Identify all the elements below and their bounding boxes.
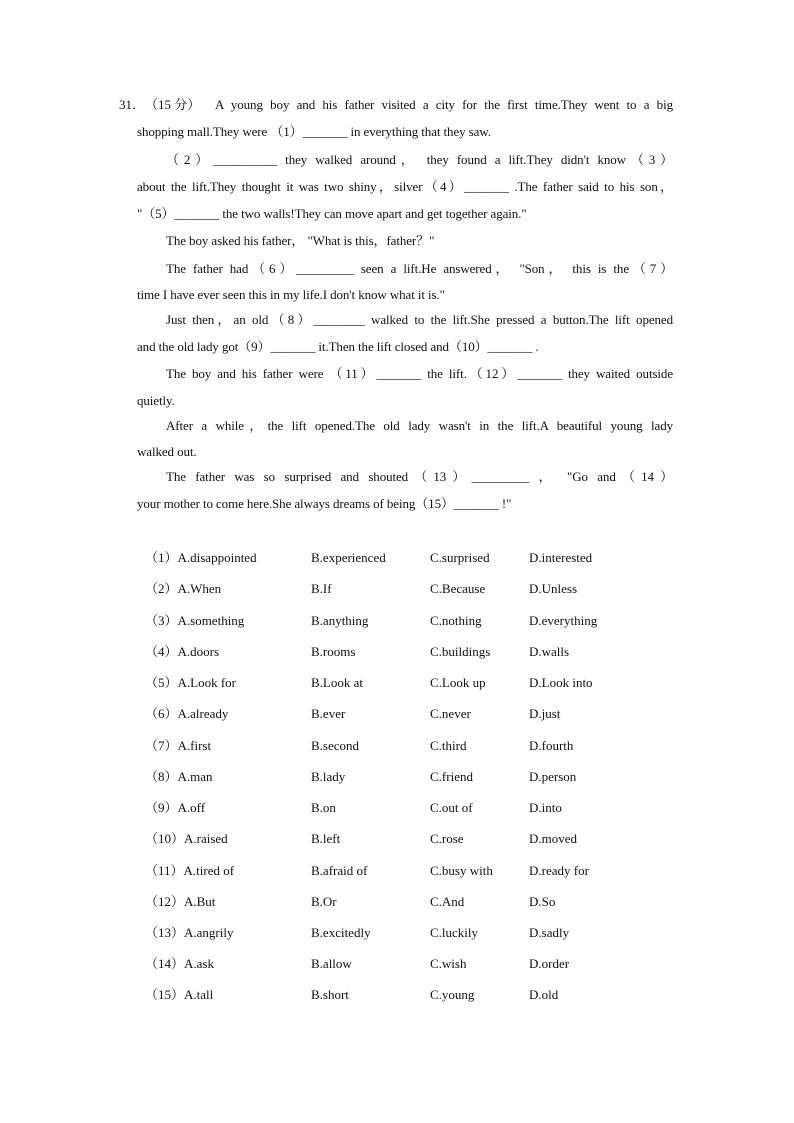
option-d: D.interested bbox=[529, 550, 593, 565]
option-c: C.friend bbox=[430, 769, 473, 784]
option-a: （15）A.tall bbox=[145, 987, 214, 1002]
passage-line: （2）__________ they walked around， they found a lift.They didn't know（3） bbox=[166, 152, 673, 167]
option-c: C.rose bbox=[430, 831, 464, 846]
option-d: D.person bbox=[529, 769, 577, 784]
option-a: （3）A.something bbox=[145, 613, 245, 628]
passage-line: walked out. bbox=[137, 444, 197, 459]
option-d: D.just bbox=[529, 706, 561, 721]
option-c: C.out of bbox=[430, 800, 473, 815]
passage-line: about the lift.They thought it was two shiny，silver（4）_______ .The father said to his son， bbox=[137, 179, 673, 194]
option-c: C.nothing bbox=[430, 613, 482, 628]
option-row bbox=[145, 737, 665, 755]
option-c: C.And bbox=[430, 894, 465, 909]
passage-line: your mother to come here.She always dreams of being（15）_______ !" bbox=[137, 496, 512, 511]
option-d: D.sadly bbox=[529, 925, 570, 940]
passage-line: quietly. bbox=[137, 393, 175, 408]
option-d: D.moved bbox=[529, 831, 578, 846]
option-c: C.busy with bbox=[430, 863, 493, 878]
option-c: C.Because bbox=[430, 581, 486, 596]
option-row bbox=[145, 705, 665, 723]
option-b: B.experienced bbox=[311, 550, 386, 565]
option-a: （6）A.already bbox=[145, 706, 229, 721]
option-a: （7）A.first bbox=[145, 738, 212, 753]
option-b: B.If bbox=[311, 581, 332, 596]
option-row bbox=[145, 768, 665, 786]
option-a: （13）A.angrily bbox=[145, 925, 234, 940]
option-c: C.wish bbox=[430, 956, 467, 971]
passage-line: Just then，an old（8）________ walked to the lift.She pressed a button.The lift opened bbox=[166, 312, 673, 327]
option-a: （8）A.man bbox=[145, 769, 213, 784]
passage-line: time I have ever seen this in my life.I don't know what it is." bbox=[137, 287, 445, 302]
option-c: C.surprised bbox=[430, 550, 490, 565]
passage-line: The boy and his father were （11）_______ the lift.（12）_______ they waited outside bbox=[166, 366, 673, 381]
option-b: B.on bbox=[311, 800, 336, 815]
option-a: （4）A.doors bbox=[145, 644, 220, 659]
passage-line: The father was so surprised and shouted（13）_________ ， "Go and（14） bbox=[166, 469, 673, 484]
passage-line: A young boy and his father visited a city for the first time.They went to a big bbox=[215, 97, 673, 112]
passage-line: shopping mall.They were （1）_______ in everything that they saw. bbox=[137, 124, 491, 139]
option-d: D.fourth bbox=[529, 738, 574, 753]
option-c: C.Look up bbox=[430, 675, 486, 690]
option-b: B.rooms bbox=[311, 644, 356, 659]
option-row bbox=[145, 549, 665, 567]
option-row bbox=[145, 862, 665, 880]
passage-line: The father had（6）_________ seen a lift.He answered， "Son， this is the（7） bbox=[166, 261, 673, 276]
option-row bbox=[145, 643, 665, 661]
question-points: （15 分） bbox=[145, 97, 201, 112]
option-c: C.third bbox=[430, 738, 467, 753]
option-row bbox=[145, 830, 665, 848]
option-row bbox=[145, 986, 665, 1004]
option-d: D.order bbox=[529, 956, 570, 971]
option-b: B.second bbox=[311, 738, 360, 753]
option-row bbox=[145, 612, 665, 630]
option-d: D.everything bbox=[529, 613, 598, 628]
option-b: B.Or bbox=[311, 894, 337, 909]
option-d: D.ready for bbox=[529, 863, 589, 878]
option-row bbox=[145, 955, 665, 973]
option-b: B.lady bbox=[311, 769, 346, 784]
option-row bbox=[145, 674, 665, 692]
option-a: （1）A.disappointed bbox=[145, 550, 257, 565]
option-b: B.afraid of bbox=[311, 863, 368, 878]
option-row bbox=[145, 799, 665, 817]
option-c: C.buildings bbox=[430, 644, 491, 659]
option-a: （9）A.off bbox=[145, 800, 206, 815]
option-row bbox=[145, 580, 665, 598]
option-a: （2）A.When bbox=[145, 581, 222, 596]
option-c: C.luckily bbox=[430, 925, 479, 940]
option-b: B.left bbox=[311, 831, 341, 846]
question-number: 31． bbox=[119, 97, 146, 112]
option-a: （5）A.Look for bbox=[145, 675, 236, 690]
option-a: （14）A.ask bbox=[145, 956, 214, 971]
option-c: C.never bbox=[430, 706, 471, 721]
passage-line: and the old lady got（9）_______ it.Then the lift closed and（10）_______ . bbox=[137, 339, 539, 354]
option-b: B.short bbox=[311, 987, 349, 1002]
option-d: D.old bbox=[529, 987, 559, 1002]
option-d: D.So bbox=[529, 894, 556, 909]
option-d: D.Look into bbox=[529, 675, 593, 690]
passage-line: After a while，the lift opened.The old lady wasn't in the lift.A beautiful young lady bbox=[166, 418, 673, 433]
option-row bbox=[145, 893, 665, 911]
option-c: C.young bbox=[430, 987, 475, 1002]
option-row bbox=[145, 924, 665, 942]
passage-line: "（5）_______ the two walls!They can move apart and get together again." bbox=[137, 206, 527, 221]
option-b: B.Look at bbox=[311, 675, 363, 690]
option-a: （11）A.tired of bbox=[145, 863, 235, 878]
option-b: B.ever bbox=[311, 706, 346, 721]
option-b: B.allow bbox=[311, 956, 352, 971]
option-d: D.into bbox=[529, 800, 562, 815]
option-a: （12）A.But bbox=[145, 894, 216, 909]
option-d: D.Unless bbox=[529, 581, 578, 596]
option-b: B.excitedly bbox=[311, 925, 371, 940]
option-d: D.walls bbox=[529, 644, 570, 659]
option-a: （10）A.raised bbox=[145, 831, 228, 846]
option-b: B.anything bbox=[311, 613, 369, 628]
passage-line: The boy asked his father， "What is this，father？" bbox=[166, 233, 435, 248]
